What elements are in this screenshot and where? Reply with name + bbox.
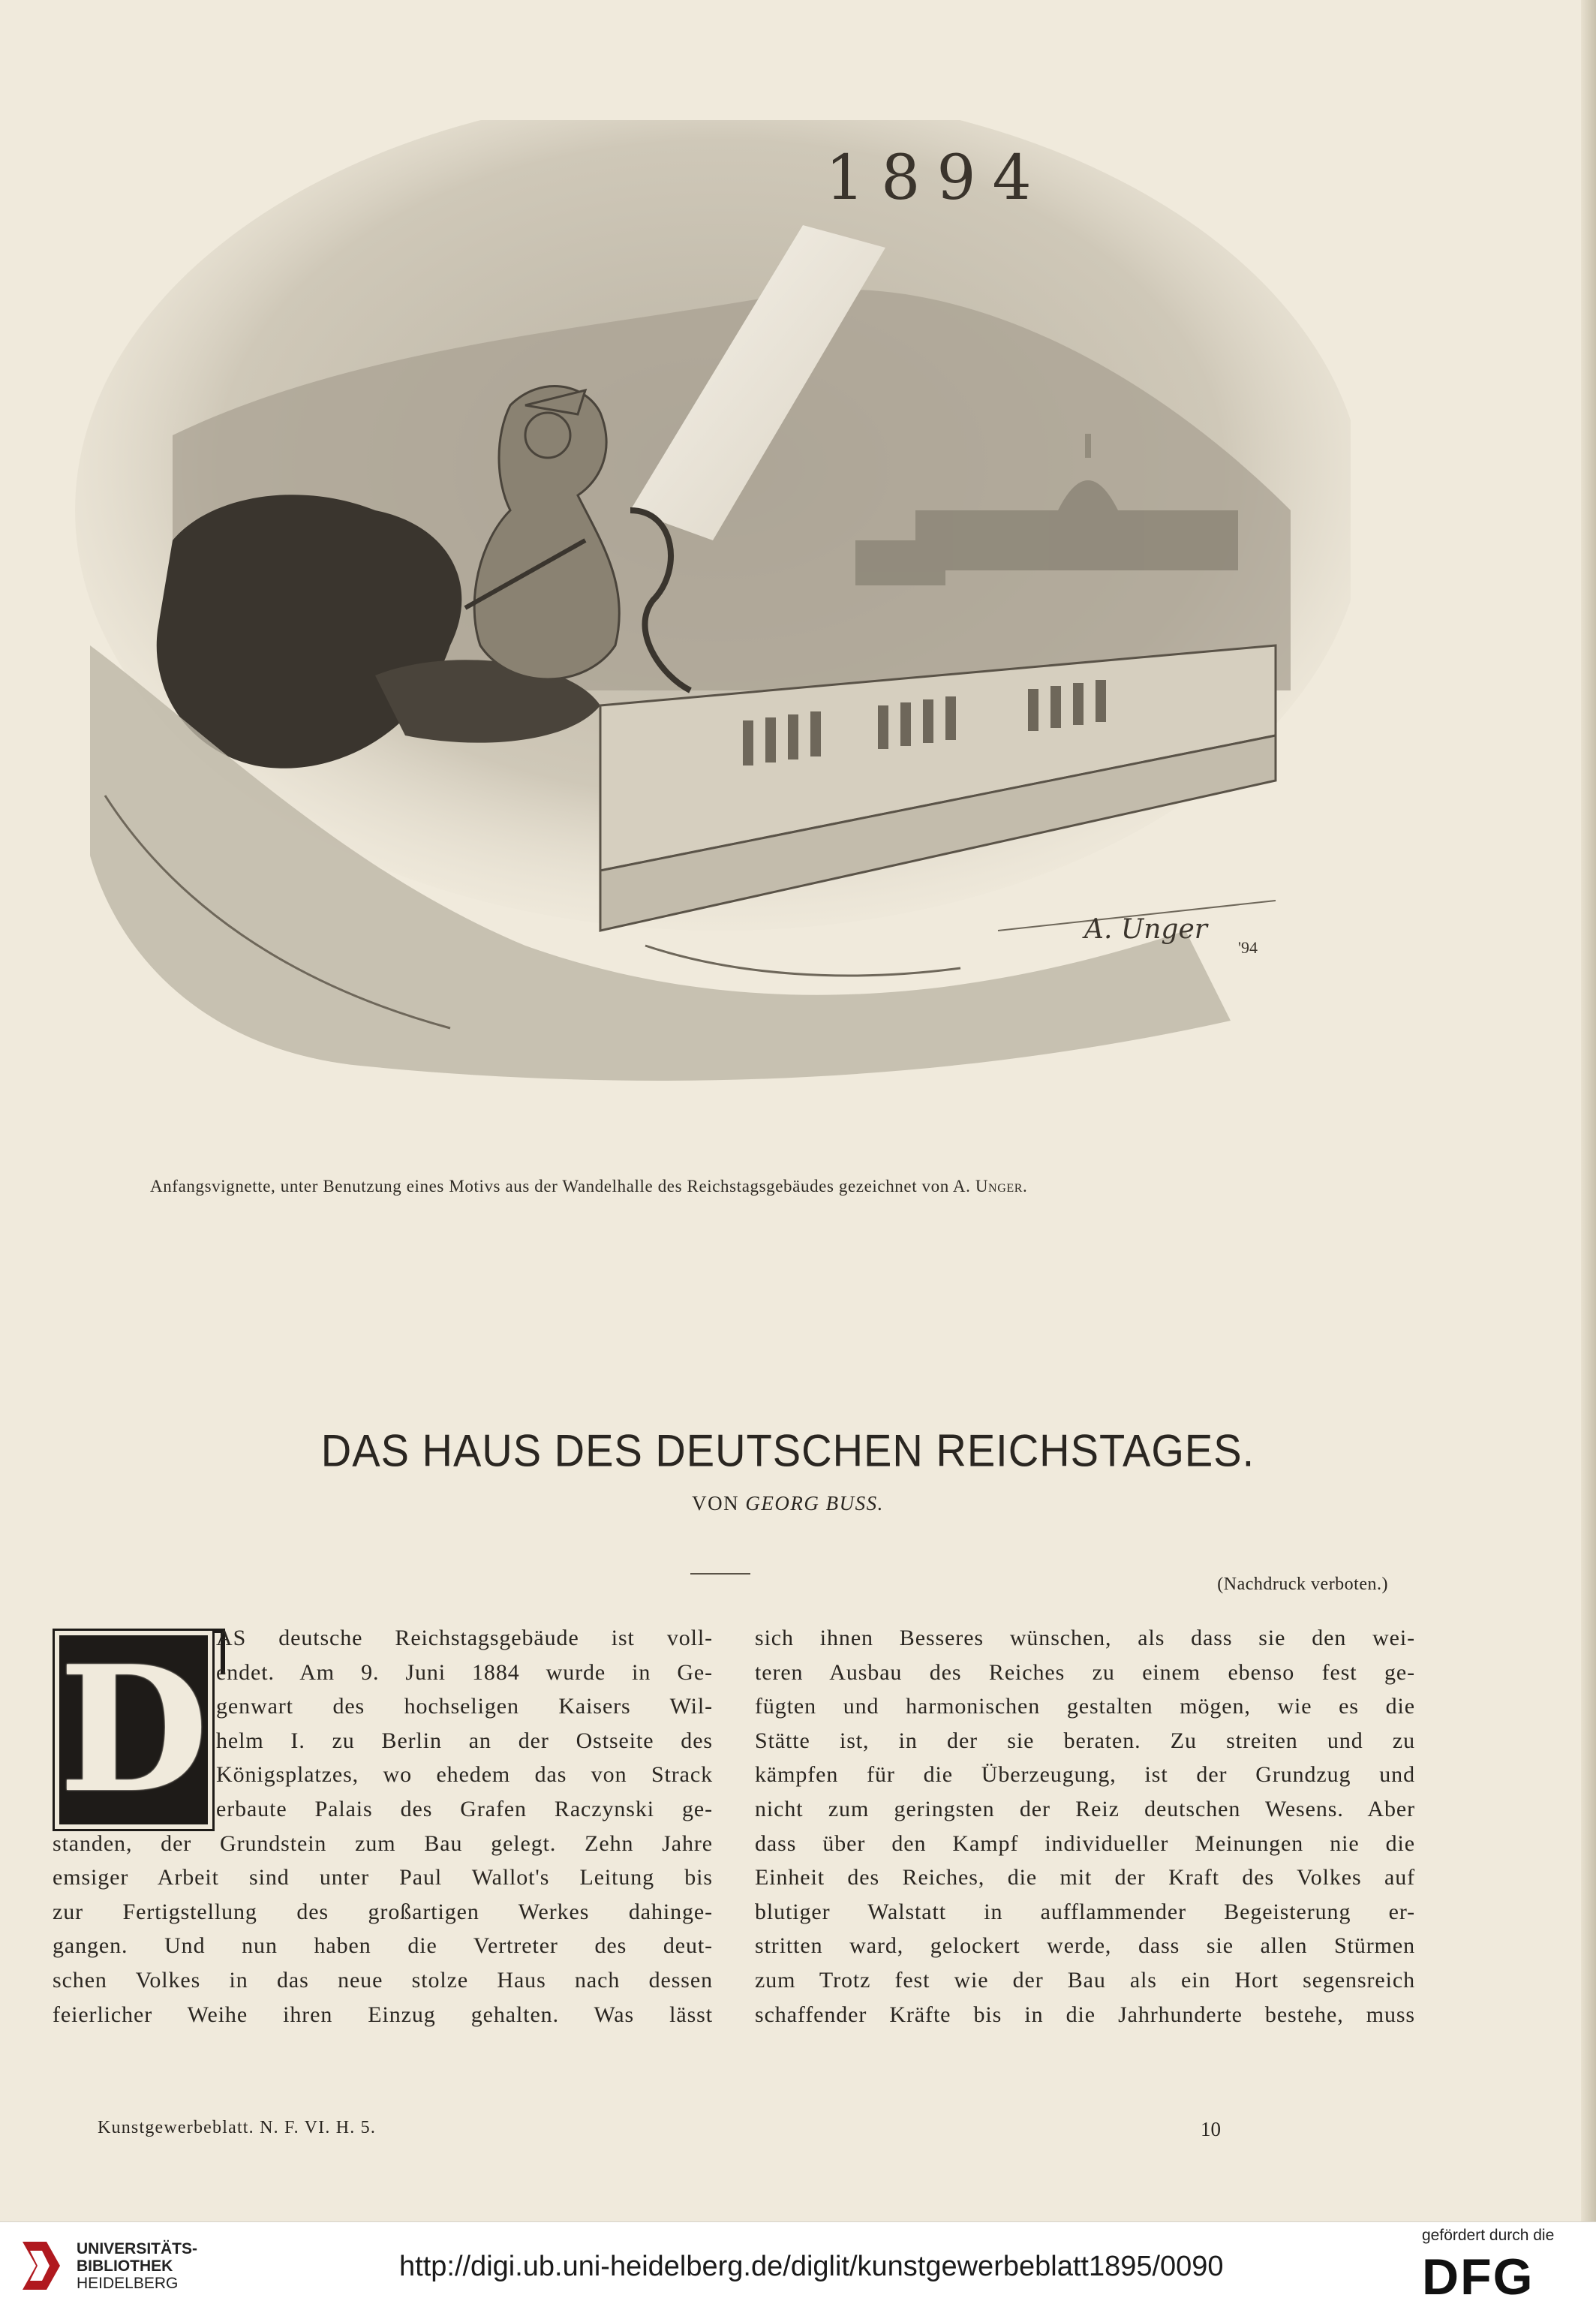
page-edge [1581,0,1596,2221]
text-line: gangen. Und nun haben die Vertreter des deut- [53,1933,713,1959]
text-line: kämpfen für die Überzeugung, ist der Grundzug und [755,1762,1415,1788]
library-line: BIBLIOTHEK [77,2257,173,2275]
text-column-left [53,1621,713,2032]
text-line: endet. Am 9. Juni 1884 wurde in Ge- [216,1659,713,1685]
signature-year: '94 [1238,938,1258,957]
article-title: DAS HAUS DES DEUTSCHEN REICHSTAGES. [320,1424,1255,1476]
university-library-logo-icon[interactable] [17,2237,66,2294]
separator-rule [690,1573,750,1575]
text-line: stritten ward, gelockert werde, dass sie allen Stürmen [755,1933,1415,1959]
artist-signature: A. Unger [1084,914,1207,945]
text-line: teren Ausbau des Reiches zu einem ebenso fest ge- [755,1659,1415,1685]
copyright-note: (Nachdruck verboten.) [1217,1575,1388,1594]
text-line: erbaute Palais des Grafen Raczynski ge- [216,1796,713,1821]
library-name[interactable] [77,2240,197,2292]
text-line: schen Volkes in das neue stolze Haus nach dessen [53,1967,713,1993]
text-line: schaffender Kräfte bis in die Jahrhunderte bestehe, muss [755,2002,1415,2027]
vignette-illustration [60,120,1351,1156]
funding-label: gefördert durch die [1422,2227,1555,2244]
text-line: sich ihnen Besseres wünschen, als dass sie den wei- [755,1626,1415,1650]
dfg-logo[interactable]: DFG [1422,2248,1534,2305]
text-line: fügten und harmonischen gestalten mögen, wie es die [755,1694,1415,1719]
vignette-caption [150,1177,1351,1196]
text-line: Einheit des Reiches, die mit der Kraft des Volkes auf [755,1865,1415,1890]
text-line: AS deutsche Reichstagsgebäude ist voll- [216,1626,713,1650]
signature-mark: 10 [1201,2118,1221,2140]
text-line: emsiger Arbeit sind unter Paul Wallot's Leitung bis [53,1865,713,1890]
text-line: standen, der Grundstein zum Bau gelegt. Zehn Jahre [53,1830,713,1856]
text-line: blutiger Walstatt in aufflammender Begeisterung er- [755,1899,1415,1924]
permalink-url[interactable]: http://digi.ub.uni-heidelberg.de/diglit/kunstgewerbeblatt1895/0090 [399,2251,1224,2282]
text-line: zum Trotz fest wie der Bau als ein Hort segensreich [755,1967,1415,1993]
byline-prefix: VON [692,1492,740,1514]
viewer-bar [0,2221,1596,2307]
byline [225,1492,1351,1515]
caption-artist: Unger. [975,1177,1028,1196]
text-line: Stätte ist, in der sie beraten. Zu streiten und zu [755,1728,1415,1753]
caption-text: Anfangsvignette, unter Benutzung eines Motivs aus der Wandelhalle des Reichstagsgebäudes gezeichnet von A. [150,1177,975,1196]
byline-author: GEORG BUSS. [745,1492,884,1514]
text-column-right [755,1621,1415,2032]
text-line: zur Fertigstellung des großartigen Werkes dahinge- [53,1899,713,1924]
text-line: genwart des hochseligen Kaisers Wil- [216,1694,713,1719]
vignette-year: 1894 [825,143,1048,214]
text-line: dass über den Kampf individueller Meinungen nie die [755,1830,1415,1856]
library-line: UNIVERSITÄTS- [77,2240,198,2257]
text-line: feierlicher Weihe ihren Einzug gehalten. Was lässt [53,2002,713,2027]
text-line: Königsplatzes, wo ehedem das von Strack [216,1762,713,1788]
journal-footer: Kunstgewerbeblatt. N. F. VI. H. 5. [98,2118,377,2137]
text-line: helm I. zu Berlin an der Ostseite des [216,1728,713,1753]
text-line: nicht zum geringsten der Reiz deutschen Wesens. Aber [755,1796,1415,1821]
initial-letter: D [59,1629,209,1831]
library-line: HEIDELBERG [77,2275,179,2292]
